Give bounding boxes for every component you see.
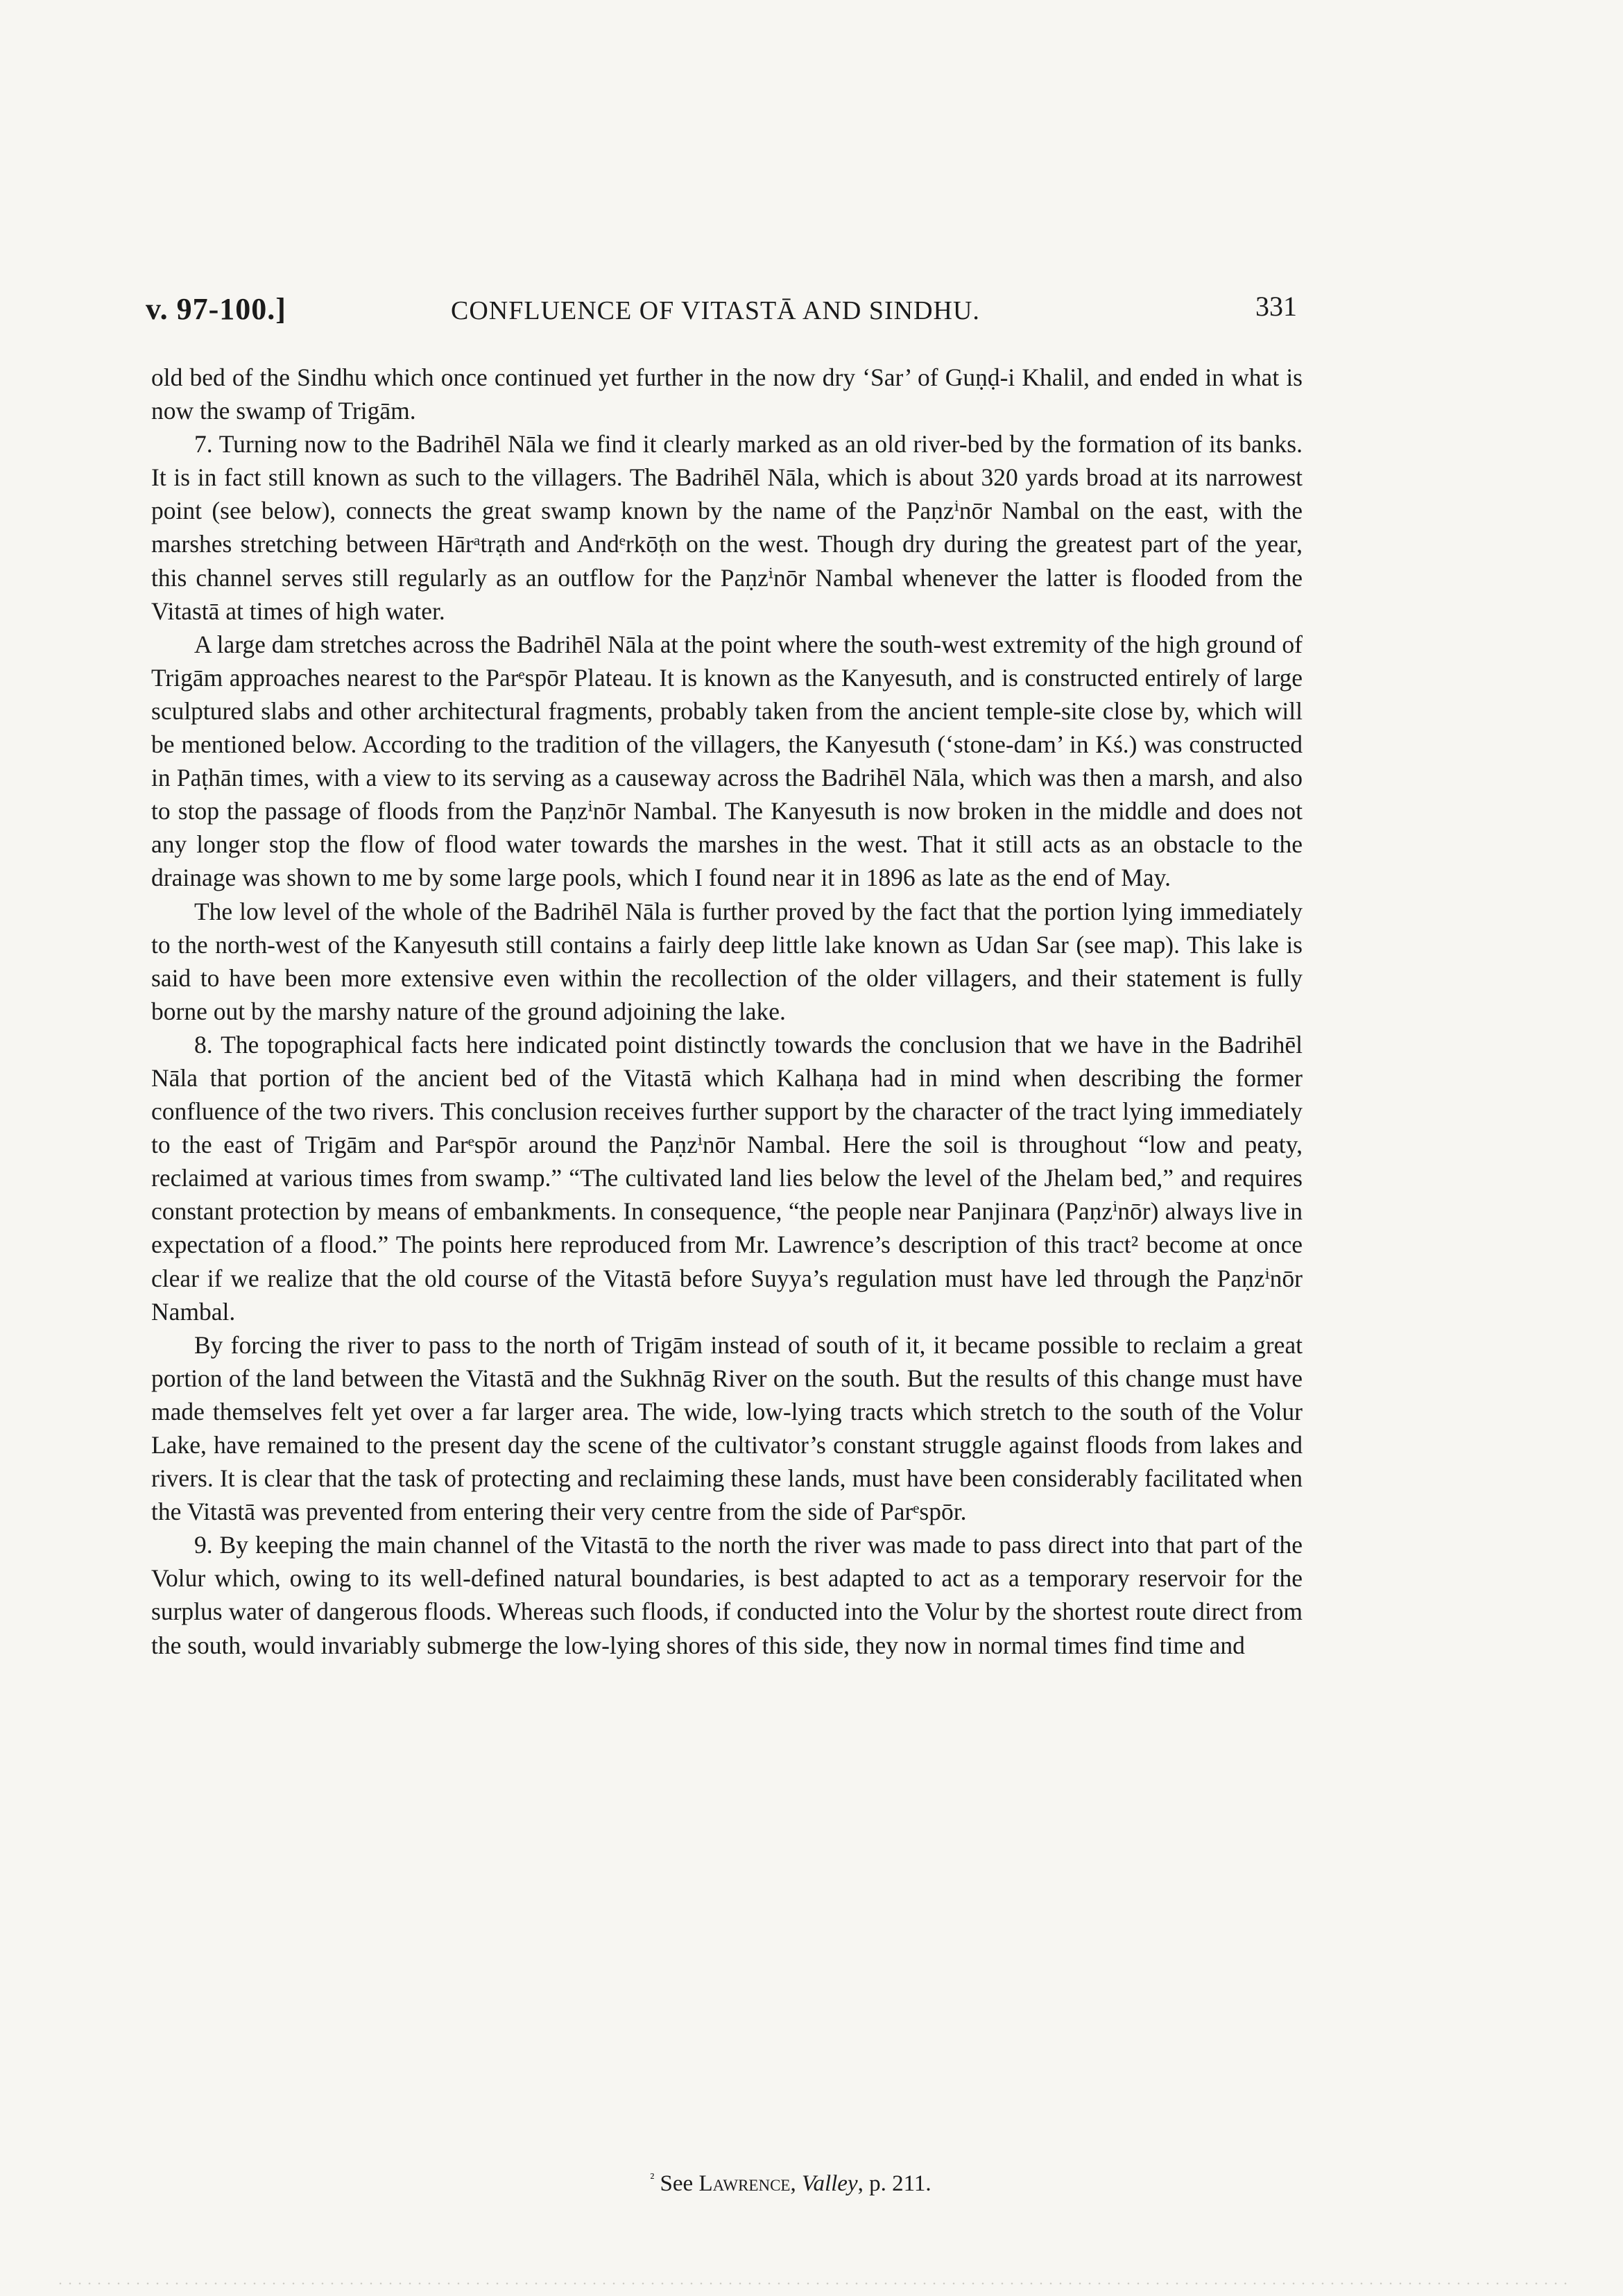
paragraph-section-9: 9. By keeping the main channel of the Vitastā to the north the river was made to pass direct into that part of the Volur which, owing to its well-defined natural boundaries, is best adapted to act as a temporary reservoir for the surplus water of dangerous floods. Whereas such floods, if conducted into the Volur by the shortest route direct from the south, would invariably submerge the low-lying shores of this side, they now in normal times find time and — [151, 1531, 1303, 1659]
paragraph-reclamation: By forcing the river to pass to the north of Trigām instead of south of it, it became possible to reclaim a great portion of the land between the Vitastā and the Sukhnāg River on the south. But the results of this change must have made themselves felt yet over a far larger area. The wide, low-lying tracts which stretch to the south of the Volur Lake, have remained to the present day the scene of the cultivator’s constant struggle against floods from lakes and rivers. It is clear that the task of protecting and reclaiming these lands, must have been considerably facilitated when the Vitastā was prevented from entering their very centre from the side of Parᵉspōr. — [151, 1330, 1303, 1526]
paragraph-kanyesuth-dam: A large dam stretches across the Badrihēl Nāla at the point where the south-west extremity of the high ground of Trigām approaches nearest to the Parᵉspōr Plateau. It is known as the Kanyesuth, and is constructed entirely of large sculptured slabs and other architectural fragments, probably taken from the ancient temple-site close by, which will be mentioned below. According to the tradition of the villagers, the Kanyesuth (‘stone-dam’ in Kś.) was constructed in Paṭhān times, with a view to its serving as a causeway across the Badrihēl Nāla, which was then a marsh, and also to stop the passage of floods from the Paṇzⁱnōr Nambal. The Kanyesuth is now broken in the middle and does not any longer stop the flow of flood water towards the marshes in the west. That it still acts as an obstacle to the drainage was shown to me by some large pools, which I found near it in 1896 as late as the end of May. — [151, 630, 1303, 892]
body-text — [151, 361, 1303, 1662]
page-number: 331 — [1255, 291, 1297, 322]
paragraph-section-7: 7. Turning now to the Badrihēl Nāla we find it clearly marked as an old river-bed by the formation of its banks. It is in fact still known as such to the villagers. The Badrihēl Nāla, which is about 320 yards broad at its narrowest point (see below), connects the great swamp known by the name of the Paṇzⁱnōr Nambal on the east, with the marshes stretching between Hārᵃtrạth and Andᵉrkōṭh on the west. Though dry during the greatest part of the year, this channel serves still regularly as an outflow for the Paṇzⁱnōr Nambal whenever the latter is flooded from the Vitastā at times of high water. — [151, 430, 1303, 625]
running-header — [146, 290, 1297, 339]
paragraph-continuation: old bed of the Sindhu which once continued yet further in the now dry ‘Sar’ of Guṇḍ-i Khalil, and ended in what is now the swamp of Trigām. — [151, 363, 1303, 425]
footnote: $^{^2}$ See Lawrence, Valley, p. 211. — [650, 2170, 931, 2196]
running-title: CONFLUENCE OF VITASTĀ AND SINDHU. — [451, 296, 980, 325]
footnote-title: Valley — [801, 2171, 858, 2196]
section-reference: v. 97-100.] — [146, 292, 286, 326]
footnote-page: p. 211. — [869, 2171, 931, 2196]
footnote-marker: ² — [650, 2170, 655, 2186]
paragraph-udan-sar: The low level of the whole of the Badrihēl Nāla is further proved by the fact that the portion lying immediately to the north-west of the Kanyesuth still contains a fairly deep little lake known as Udan Sar (see map). This lake is said to have been more extensive even within the recollection of the older villagers, and their statement is fully borne out by the marshy nature of the ground adjoining the lake. — [151, 897, 1303, 1025]
scan-artifact-dots — [55, 2282, 1568, 2285]
paragraph-section-8: 8. The topographical facts here indicated point distinctly towards the conclusion that we have in the Badrihēl Nāla that portion of the ancient bed of the Vitastā which Kalhaṇa had in mind when describing the former confluence of the two rivers. This conclusion receives further support by the character of the tract lying immediately to the east of Trigām and Parᵉspōr around the Paṇzⁱnōr Nambal. Here the soil is throughout “low and peaty, reclaimed at various times from swamp.” “The cultivated land lies below the level of the Jhelam bed,” and requires constant protection by means of embankments. In consequence, “the people near Panjinara (Paṇzⁱnōr) always live in expectation of a flood.” The points here reproduced from Mr. Lawrence’s description of this tract² become at once clear if we realize that the old course of the Vitastā before Suyya’s regulation must have led through the Paṇzⁱnōr Nambal. — [151, 1030, 1303, 1326]
footnote-author: Lawrence — [698, 2171, 791, 2196]
footnote-see: See — [660, 2171, 694, 2196]
